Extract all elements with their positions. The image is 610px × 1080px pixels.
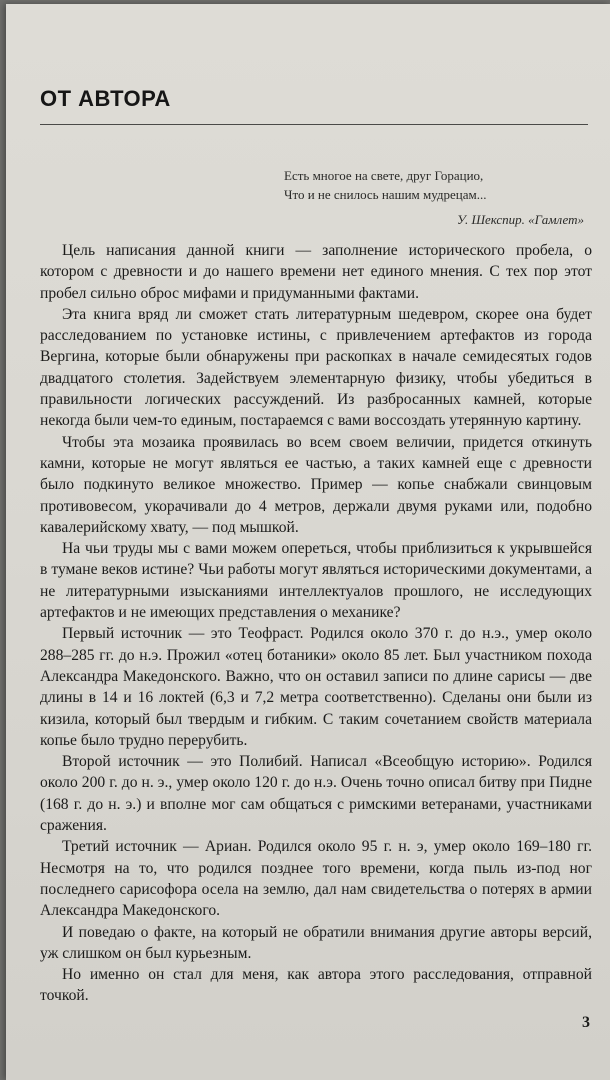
epigraph [284, 166, 584, 229]
paragraph-4: На чьи труды мы с вами можем опереться, чтобы приблизиться к укрывшейся в тумане веков истине? Чьи работы могут являться историческими документами, а не литературными изысканиями интеллектуалов прошлого, не исследующих артефактов и не имеющих представления о механике? [40, 540, 592, 622]
paragraph-8: И поведаю о факте, на который не обратили внимания другие авторы версий, уж слишком он был курьезным. [40, 923, 592, 962]
page-number: 3 [582, 1014, 590, 1031]
book-page [6, 4, 610, 1080]
chapter-heading: ОТ АВТОРА [40, 86, 171, 111]
paragraph-2: Эта книга вряд ли сможет стать литературным шедевром, скорее она будет расследованием по установке истины, с привлечением артефактов из города Вергина, которые были обнаружены при раскопках в начале семидесятых годов двадцатого столетия. Задействуем элементарную физику, чтобы убедиться в правильности логических рассуждений. Из разбросанных камней, которые некогда были чем-то единым, постараемся с вами воссоздать утерянную картину. [40, 305, 592, 430]
epigraph-line-2: Что и не снилось нашим мудрецам... [284, 187, 487, 202]
paragraph-9: Но именно он стал для меня, как автора этого расследования, отправной точкой. [40, 966, 592, 1005]
epigraph-source: У. Шекспир. «Гамлет» [457, 212, 584, 227]
paragraph-1: Цель написания данной книги — заполнение исторического пробела, о котором с древности и до нашего времени нет единого мнения. С тех пор этот пробел сильно оброс мифами и придуманными фактами. [40, 242, 592, 302]
paragraph-6: Второй источник — это Полибий. Написал «Всеобщую историю». Родился около 200 г. до н. э., умер около 120 г. до н.э. Очень точно описал битву при Пидне (168 г. до н. э.) и вполне мог сам общаться с римскими ветеранами, участниками сражения. [40, 753, 592, 835]
epigraph-line-1: Есть многое на свете, друг Горацио, [284, 168, 484, 183]
paragraph-3: Чтобы эта мозаика проявилась во всем своем величии, придется откинуть камни, которые не могут являться ее частью, а таких камней еще с древности было подкинуто великое множество. Пример — копье снабжали свинцовым противовесом, укорачивали до 4 метров, держали двумя руками или, подобно кавалерийскому хвату, — под мышкой. [40, 433, 592, 536]
heading-rule [40, 124, 588, 125]
paragraph-5: Первый источник — это Теофраст. Родился около 370 г. до н.э., умер около 288–285 гг. до н.э. Прожил «отец ботаники» около 85 лет. Был участником похода Александра Македонского. Важно, что он оставил записи по длине сарисы — две длины в 14 и 16 локтей (6,3 и 7,2 метра соответственно). Сделаны они были из кизила, который был твердым и гибким. С таким сочетанием свойств материала копье было трудно перерубить. [40, 625, 592, 749]
paragraph-7: Третий источник — Ариан. Родился около 95 г. н. э, умер около 169–180 гг. Несмотря на то, что родился позднее того времени, когда пыль из-под ног последнего сарисофора осела на землю, дал нам свидетельства о потерях в армии Александра Македонского. [40, 838, 592, 920]
body-text [40, 240, 592, 1007]
